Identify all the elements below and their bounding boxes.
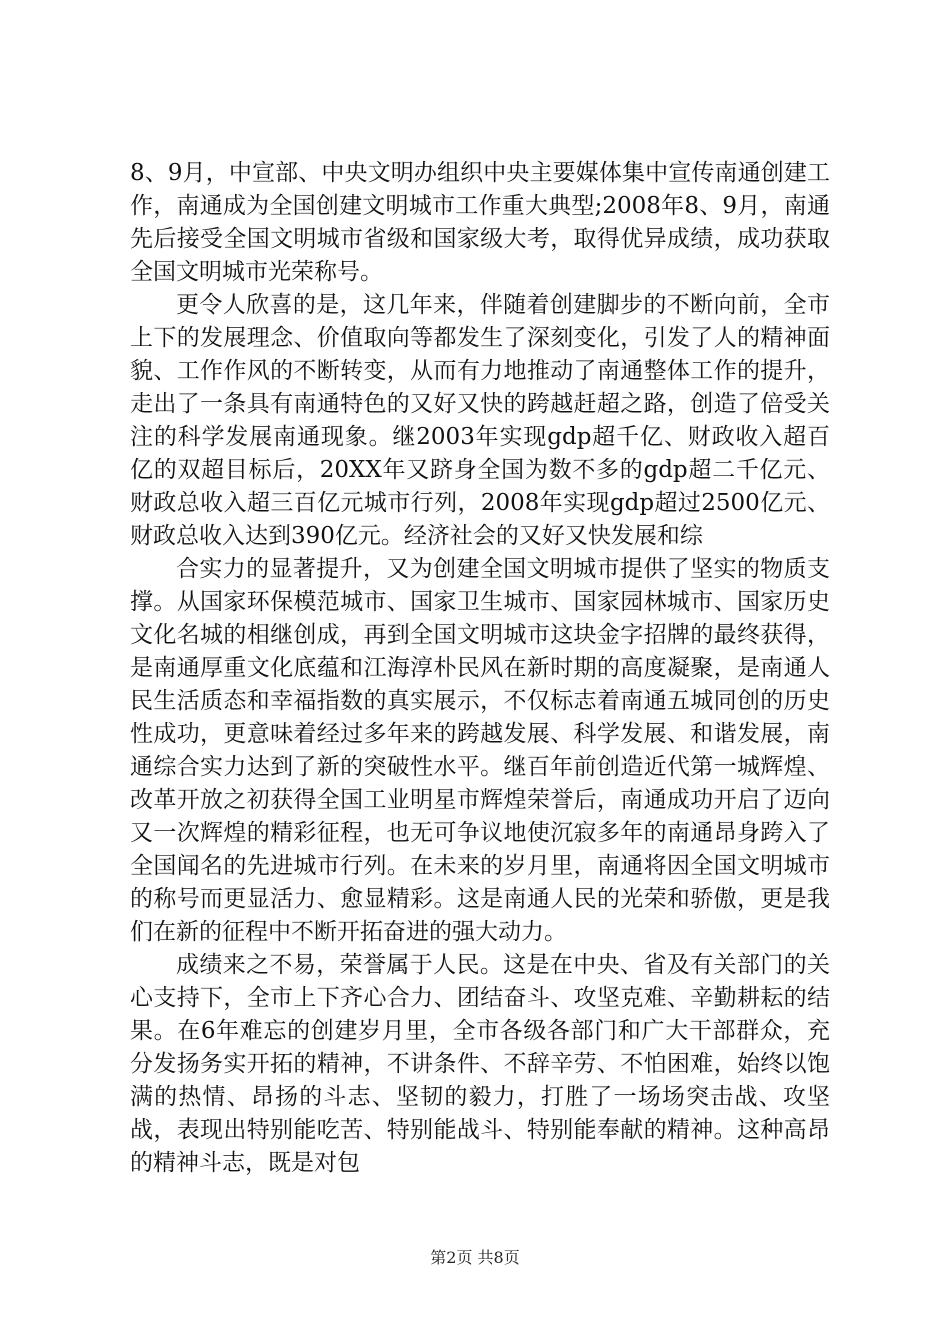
paragraph: 合实力的显著提升，又为创建全国文明城市提供了坚实的物质支撑。从国家环保模范城市、国家卫生城市、国家园林城市、国家历史文化名城的相继创成，再到全国文明城市这块金字招牌的最终获得，是南通厚重文化底蕴和江海淳朴民风在新时期的高度凝聚，是南通人民生活质态和幸福指数的真实展示，不仅标志着南通五城同创的历史性成功，更意味着经过多年来的跨越发展、科学发展、和谐发展，南通综合实力达到了新的突破性水平。继百年前创造近代第一城辉煌、改革开放之初获得全国工业明星市辉煌荣誉后，南通成功开启了迈向又一次辉煌的精彩征程，也无可争议地使沉寂多年的南通昂身跨入了全国闻名的先进城市行列。在未来的岁月里，南通将因全国文明城市的称号而更显活力、愈显精彩。这是南通人民的光荣和骄傲，更是我们在新的征程中不断开拓奋进的强大动力。 xyxy=(130,556,830,945)
paragraph-continuation: 8、9月，中宣部、中央文明办组织中央主要媒体集中宣传南通创建工作，南通成为全国创建文明城市工作重大典型;2008年8、9月，南通先后接受全国文明城市省级和国家级大考，取得优异成绩，成功获取全国文明城市光荣称号。 xyxy=(130,160,830,285)
paragraph: 成绩来之不易，荣誉属于人民。这是在中央、省及有关部门的关心支持下，全市上下齐心合力、团结奋斗、攻坚克难、辛勤耕耘的结果。在6年难忘的创建岁月里，全市各级各部门和广大干部群众，充分发扬务实开拓的精神，不讲条件、不辞辛劳、不怕困难，始终以饱满的热情、昂扬的斗志、坚韧的毅力，打胜了一场场突击战、攻坚战，表现出特别能吃苦、特别能战斗、特别能奉献的精神。这种高昂的精神斗志，既是对包 xyxy=(130,952,830,1176)
page-number: 第2页 共8页 xyxy=(430,1248,520,1267)
paragraph: 更令人欣喜的是，这几年来，伴随着创建脚步的不断向前，全市上下的发展理念、价值取向等都发生了深刻变化，引发了人的精神面貌、工作作风的不断转变，从而有力地推动了南通整体工作的提升，走出了一条具有南通特色的又好又快的跨越赶超之路，创造了倍受关注的科学发展南通现象。继2003年实现gdp超千亿、财政收入超百亿的双超目标后，20XX年又跻身全国为数不多的gdp超二千亿元、财政总收入超三百亿元城市行列，2008年实现gdp超过2500亿元、财政总收入达到390亿元。经济社会的又好又快发展和综 xyxy=(130,292,830,549)
page-footer xyxy=(0,1245,950,1268)
document-body xyxy=(130,157,830,1180)
